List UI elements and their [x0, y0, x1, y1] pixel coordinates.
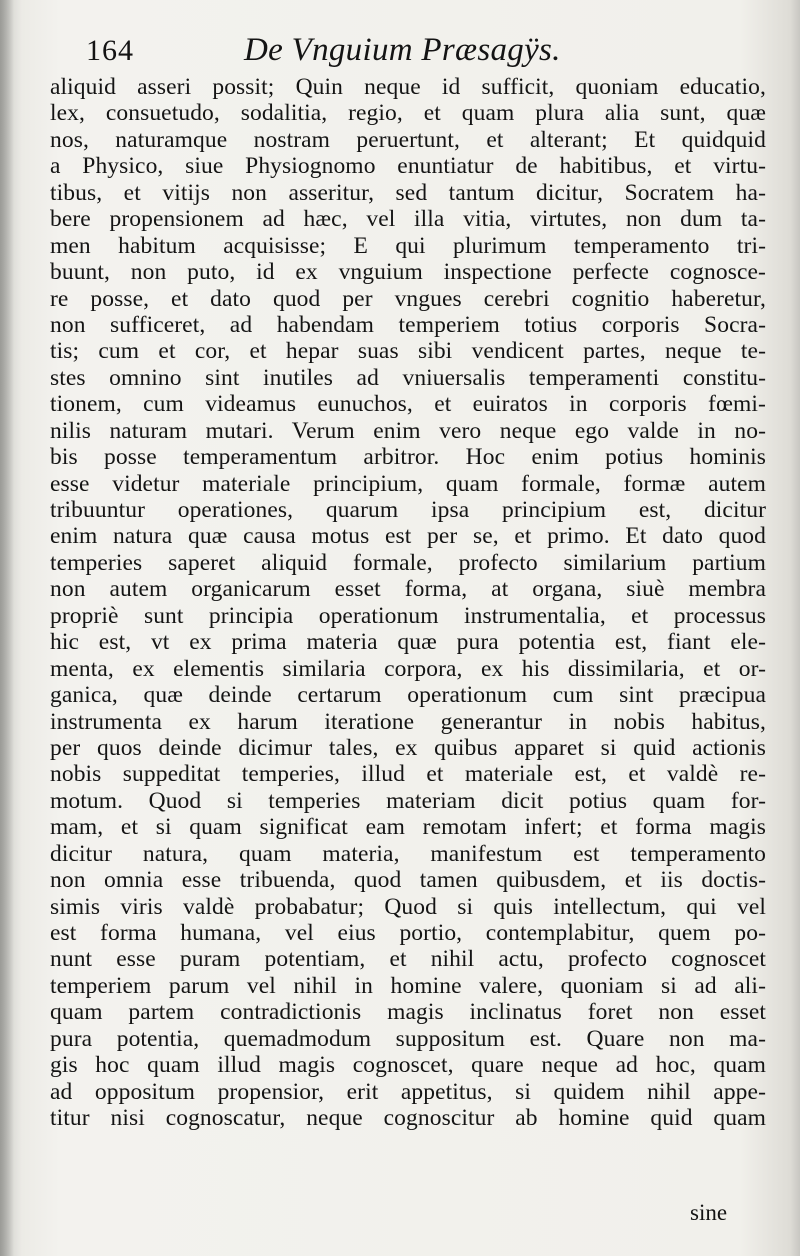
text-line: nilis naturam mutari. Verum enim vero neque ego valde in no-	[50, 417, 766, 444]
text-line: re posse, et dato quod per vngues cerebri cognitio haberetur,	[50, 285, 766, 312]
text-line: men habitum acquisisse; E qui plurimum temperamento tri-	[50, 232, 766, 259]
running-title: De Vnguium Præsagÿs.	[244, 32, 561, 68]
text-line: temperies saperet aliquid formale, profecto similarium partium	[50, 549, 766, 576]
text-line: enim natura quæ causa motus est per se, et primo. Et dato quod	[50, 523, 766, 550]
text-line: non sufficeret, ad habendam temperiem totius corporis Socra-	[50, 311, 766, 338]
text-line: nobis suppeditat temperies, illud et materiale est, et valdè re-	[50, 761, 766, 788]
text-line: nunt esse puram potentiam, et nihil actu, profecto cognoscet	[50, 946, 766, 973]
text-line: quam partem contradictionis magis inclinatus foret non esset	[50, 999, 766, 1026]
text-line: ganica, quæ deinde certarum operationum cum sint præcipua	[50, 682, 766, 709]
text-line: ad oppositum propensior, erit appetitus, si quidem nihil appe-	[50, 1078, 766, 1105]
text-line: tribuuntur operationes, quarum ipsa principium est, dicitur	[50, 497, 766, 523]
text-line: bis posse temperamentum arbitror. Hoc enim potius hominis	[50, 444, 766, 471]
text-line: tibus, et vitijs non asseritur, sed tantum dicitur, Socratem ha-	[50, 179, 766, 206]
gutter-shadow	[0, 0, 14, 1256]
text-line: mam, et si quam significat eam remotam infert; et forma magis	[50, 814, 766, 841]
text-line: menta, ex elementis similaria corpora, ex his dissimilaria, et or-	[50, 655, 766, 682]
text-line: nos, naturamque nostram peruertunt, et alterant; Et quidquid	[50, 126, 766, 153]
text-line: simis viris valdè probabatur; Quod si quis intellectum, qui vel	[50, 893, 766, 920]
text-line: dicitur natura, quam materia, manifestum est temperamento	[50, 840, 766, 867]
text-line: tionem, cum videamus eunuchos, et euiratos in corporis fœmi-	[50, 391, 766, 418]
text-line: per quos deinde dicimur tales, ex quibus apparet si quid actionis	[50, 734, 766, 761]
text-line: instrumenta ex harum iteratione generantur in nobis habitus,	[50, 708, 766, 735]
text-line: pura potentia, quemadmodum suppositum est. Quare non ma-	[50, 1025, 766, 1052]
text-line: aliquid asseri possit; Quin neque id sufficit, quoniam educatio,	[50, 74, 766, 100]
text-line: lex, consuetudo, sodalitia, regio, et quam plura alia sunt, quæ	[50, 100, 766, 127]
text-line: non omnia esse tribuenda, quod tamen quibusdem, et iis doctis-	[50, 867, 766, 894]
text-line: a Physico, siue Physiognomo enuntiatur de habitibus, et virtu-	[50, 153, 766, 180]
text-line: bere propensionem ad hæc, vel illa vitia, virtutes, non dum ta-	[50, 206, 766, 233]
text-line: stes omnino sint inutiles ad vniuersalis temperamenti constitu-	[50, 364, 766, 391]
text-line: motum. Quod si temperies materiam dicit potius quam for-	[50, 787, 766, 814]
page-number: 164	[86, 34, 134, 67]
page-header	[86, 30, 726, 74]
text-line: non autem organicarum esset forma, at organa, siuè membra	[50, 576, 766, 603]
text-line: gis hoc quam illud magis cognoscet, quare neque ad hoc, quam	[50, 1052, 766, 1079]
text-line: buunt, non puto, id ex vnguium inspectione perfecte cognosce-	[50, 259, 766, 286]
catchword: sine	[690, 1200, 728, 1225]
text-line: propriè sunt principia operationum instrumentalia, et processus	[50, 602, 766, 629]
text-line: temperiem parum vel nihil in homine valere, quoniam si ad ali-	[50, 972, 766, 999]
text-line: esse videtur materiale principium, quam formale, formæ autem	[50, 470, 766, 497]
text-line: est forma humana, vel eius portio, contemplabitur, quem po-	[50, 920, 766, 946]
body-text	[50, 74, 766, 1132]
text-line: titur nisi cognoscatur, neque cognoscitur ab homine quid quam	[50, 1105, 766, 1132]
text-line: hic est, vt ex prima materia quæ pura potentia est, fiant ele-	[50, 629, 766, 656]
text-line: tis; cum et cor, et hepar suas sibi vendicent partes, neque te-	[50, 338, 766, 365]
